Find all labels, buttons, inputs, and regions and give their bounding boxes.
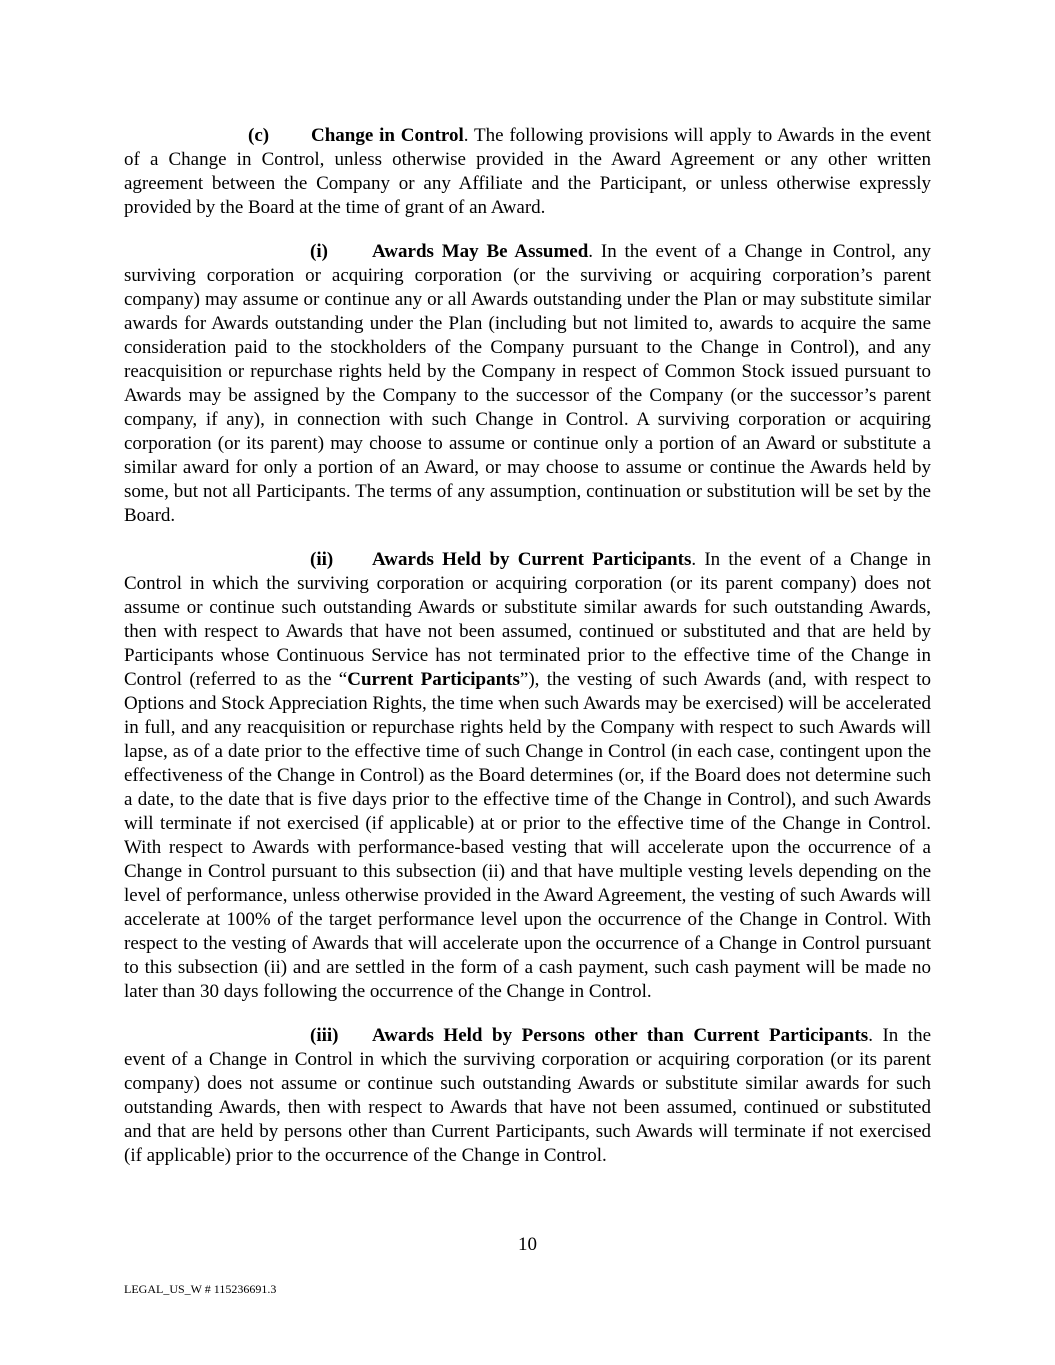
section-c-heading: Change in Control — [311, 125, 464, 146]
subsection-ii-number: (ii) — [310, 549, 334, 570]
subsection-i-heading: Awards May Be Assumed — [372, 241, 589, 262]
subsection-ii-paragraph — [124, 548, 931, 1004]
subsection-iii-number: (iii) — [310, 1025, 339, 1046]
defined-term-current-participants: Current Participants — [347, 669, 520, 690]
subsection-ii-heading: Awards Held by Current Participants — [372, 549, 692, 570]
subsection-iii-heading: Awards Held by Persons other than Current Participants — [372, 1025, 869, 1046]
subsection-ii-text-before: . In the event of a Change in Control in which the surviving corporation or acquiring corporation (or its parent company) does not assume or continue such outstanding Awards or substitute similar awards for such outstanding Awards, then with respect to Awards that have not been assumed, continued or substituted and that are held by Participants whose Continuous Service has not terminated prior to the effective time of the Change in Control (referred to as the “ — [124, 549, 931, 690]
section-c-text: . The following provisions will apply to Awards in the event of a Change in Control, unless otherwise provided in the Award Agreement or any other written agreement between the Company or any Affiliate and the Participant, or unless otherwise expressly provided by the Board at the time of grant of an Award. — [124, 125, 931, 218]
page-number: 10 — [518, 1234, 537, 1255]
document-id: LEGAL_US_W # 115236691.3 — [124, 1282, 277, 1296]
subsection-i-paragraph — [124, 240, 931, 528]
section-c-paragraph — [124, 124, 931, 220]
subsection-iii-paragraph — [124, 1024, 931, 1168]
subsection-i-text: . In the event of a Change in Control, any surviving corporation or acquiring corporation (or the surviving or acquiring corporation’s parent company) may assume or continue any or all Awards outstanding under the Plan or may substitute similar awards for Awards outstanding under the Plan (including but not limited to, awards to acquire the same consideration paid to the stockholders of the Company pursuant to the Change in Control), and any reacquisition or repurchase rights held by the Company in respect of Common Stock issued pursuant to Awards may be assigned by the Company to the successor of the Company (or the successor’s parent company, if any), in connection with such Change in Control. A surviving corporation or acquiring corporation (or its parent) may choose to assume or continue only a portion of an Award or substitute a similar award for only a portion of an Award, or may choose to assume or continue the Awards held by some, but not all Participants. The terms of any assumption, continuation or substitution will be set by the Board. — [124, 241, 931, 526]
subsection-ii-text-after: ”), the vesting of such Awards (and, with respect to Options and Stock Appreciation Rights, the time when such Awards may be exercised) will be accelerated in full, and any reacquisition or repurchase rights held by the Company with respect to such Awards will lapse, as of a date prior to the effective time of such Change in Control (in each case, contingent upon the effectiveness of the Change in Control) as the Board determines (or, if the Board does not determine such a date, to the date that is five days prior to the effective time of the Change in Control), and such Awards will terminate if not exercised (if applicable) at or prior to the effective time of the Change in Control. With respect to Awards with performance-based vesting that will accelerate upon the occurrence of a Change in Control pursuant to this subsection (ii) and that have multiple vesting levels depending on the level of performance, unless otherwise provided in the Award Agreement, the vesting of such Awards will accelerate at 100% of the target performance level upon the occurrence of the Change in Control. With respect to the vesting of Awards that will accelerate upon the occurrence of a Change in Control pursuant to this subsection (ii) and are settled in the form of a cash payment, such cash payment will be made no later than 30 days following the occurrence of the Change in Control. — [124, 669, 931, 1002]
section-c-number: (c) — [248, 125, 270, 146]
subsection-iii-text: . In the event of a Change in Control in which the surviving corporation or acquiring corporation (or its parent company) does not assume or continue such outstanding Awards or substitute similar awards for such outstanding Awards, then with respect to Awards that have not been assumed, continued or substituted and that are held by persons other than Current Participants, such Awards will terminate if not exercised (if applicable) prior to the occurrence of the Change in Control. — [124, 1025, 931, 1166]
document-body — [124, 124, 931, 1188]
subsection-i-number: (i) — [310, 241, 328, 262]
